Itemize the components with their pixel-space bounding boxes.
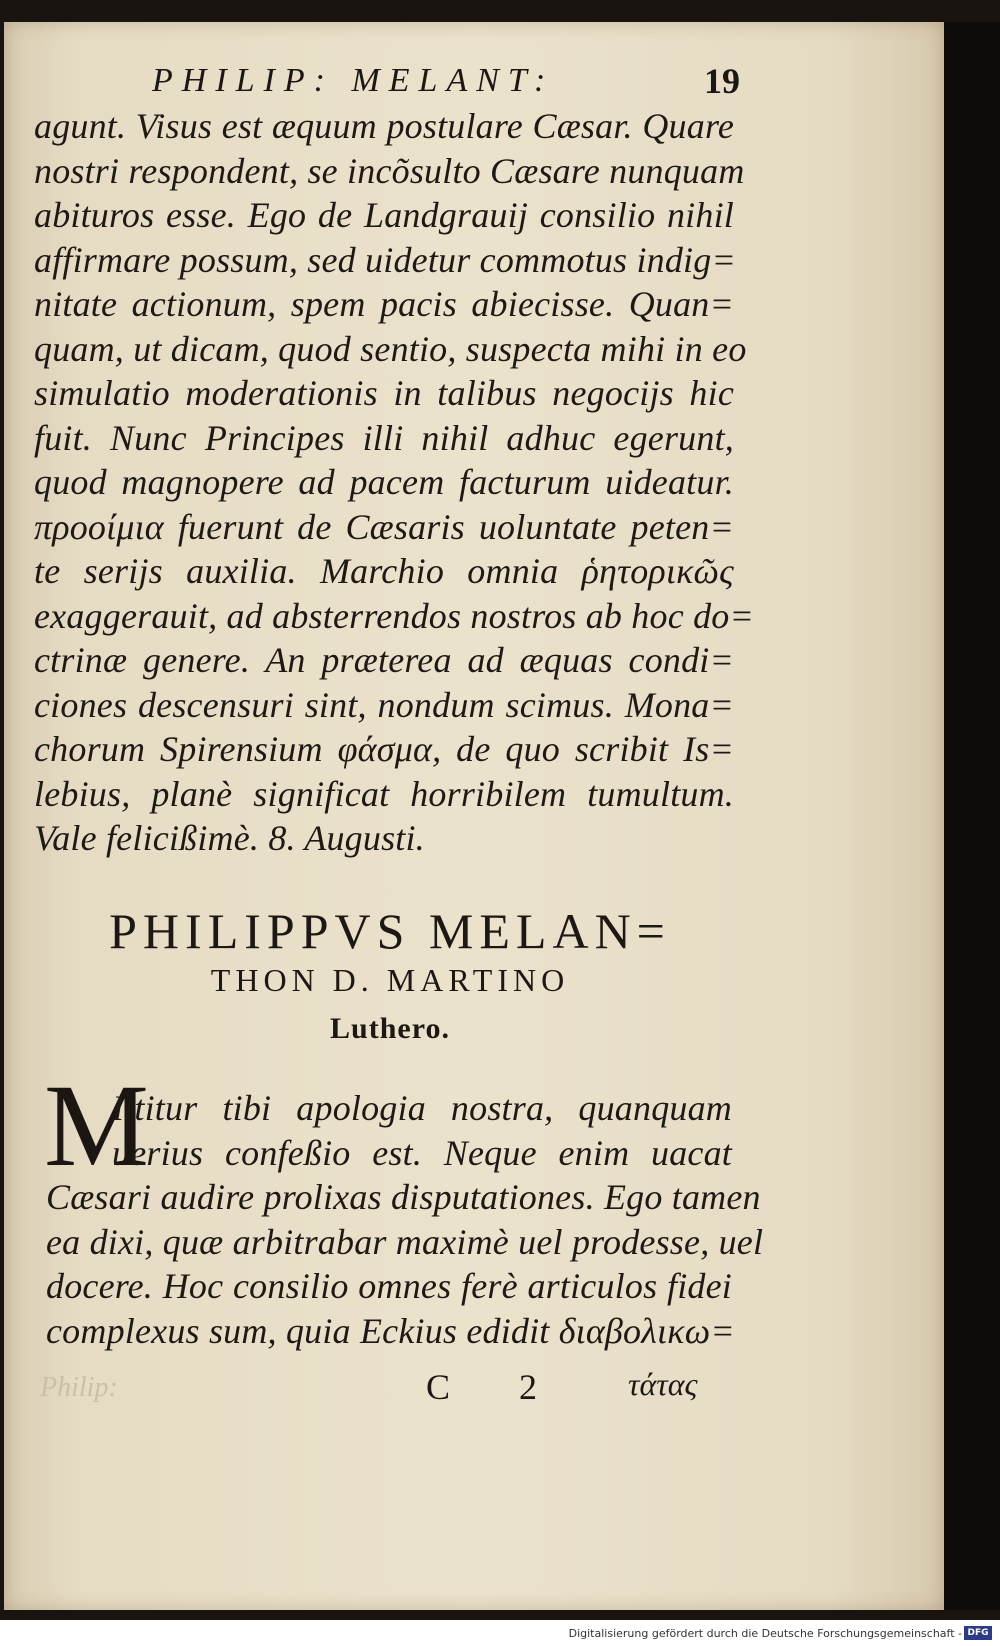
letter-heading-line-3: Luthero. xyxy=(330,1012,450,1045)
text-line: docere. Hoc consilio omnes ferè articulos fidei xyxy=(46,1266,732,1306)
signature-mark: C 2 xyxy=(426,1367,568,1407)
text-line: Cæsari audire prolixas disputationes. Ego tamen xyxy=(46,1177,761,1217)
text-line: fuit. Nunc Principes illi nihil adhuc egerunt, xyxy=(34,417,734,458)
digitization-footer xyxy=(0,1620,1000,1646)
text-line: ciones descensuri sint, nondum scimus. Mona= xyxy=(34,684,734,725)
drop-capital: M xyxy=(44,1060,149,1191)
dfg-logo: DFG xyxy=(964,1626,992,1640)
letter-heading-line-2: THON D. MARTINO xyxy=(210,962,570,998)
running-head xyxy=(140,56,740,104)
funding-credit: Digitalisierung gefördert durch die Deutsche Forschungsgemeinschaft - xyxy=(568,1627,962,1640)
catchword: τάτας xyxy=(628,1366,698,1402)
text-line: ctrinæ genere. An præterea ad æquas condi= xyxy=(34,640,734,680)
running-head-title: PHILIP: MELANT: xyxy=(152,62,555,99)
text-line: te serijs auxilia. Marchio omnia ῥητορικῶς xyxy=(34,551,734,591)
text-line: nostri respondent, se incõsulto Cæsare nunquam xyxy=(34,150,745,191)
text-line: simulatio moderationis in talibus negocijs hic xyxy=(34,373,734,413)
text-line: chorum Spirensium φάσμα, de quo scribit Is= xyxy=(34,729,734,769)
text-line: exaggerauit, ad absterrendos nostros ab hoc do= xyxy=(34,595,754,636)
letter-heading-line-1: PHILIPPVS MELAN= xyxy=(109,903,671,959)
text-line: abituros esse. Ego de Landgrauij consilio nihil xyxy=(34,195,734,235)
text-line: προοίμια fuerunt de Cæsaris uoluntate peten= xyxy=(34,506,734,547)
letter-text-dropcap-lines xyxy=(112,1086,732,1175)
text-line: agunt. Visus est æquum postulare Cæsar. Quare xyxy=(34,106,734,146)
letter-text-second xyxy=(46,1175,764,1353)
text-line: quam, ut dicam, quod sentio, suspecta mihi in eo xyxy=(34,328,747,369)
text-line: affirmare possum, sed uidetur commotus indig= xyxy=(34,239,736,280)
page-number: 19 xyxy=(704,61,740,101)
text-line: complexus sum, quia Eckius edidit διαβολικω= xyxy=(46,1310,735,1351)
text-line: nitate actionum, spem pacis abiecisse. Quan= xyxy=(34,284,734,324)
text-line: quod magnopere ad pacem facturum uideatur. xyxy=(34,462,734,502)
letter-text-first xyxy=(34,104,754,861)
text-line-closing: Vale felicißimè. 8. Augusti. xyxy=(34,818,425,858)
page-edge-shadow xyxy=(944,22,1000,1610)
text-line: lebius, planè significat horribilem tumultum. xyxy=(34,773,734,814)
text-line: ea dixi, quæ arbitrabar maximè uel prodesse, uel xyxy=(46,1221,764,1262)
text-line: uerius confeßio est. Neque enim uacat xyxy=(112,1132,732,1173)
text-line: Ittitur tibi apologia nostra, quanquam xyxy=(112,1088,732,1128)
show-through-text: Philip: xyxy=(40,1372,118,1403)
